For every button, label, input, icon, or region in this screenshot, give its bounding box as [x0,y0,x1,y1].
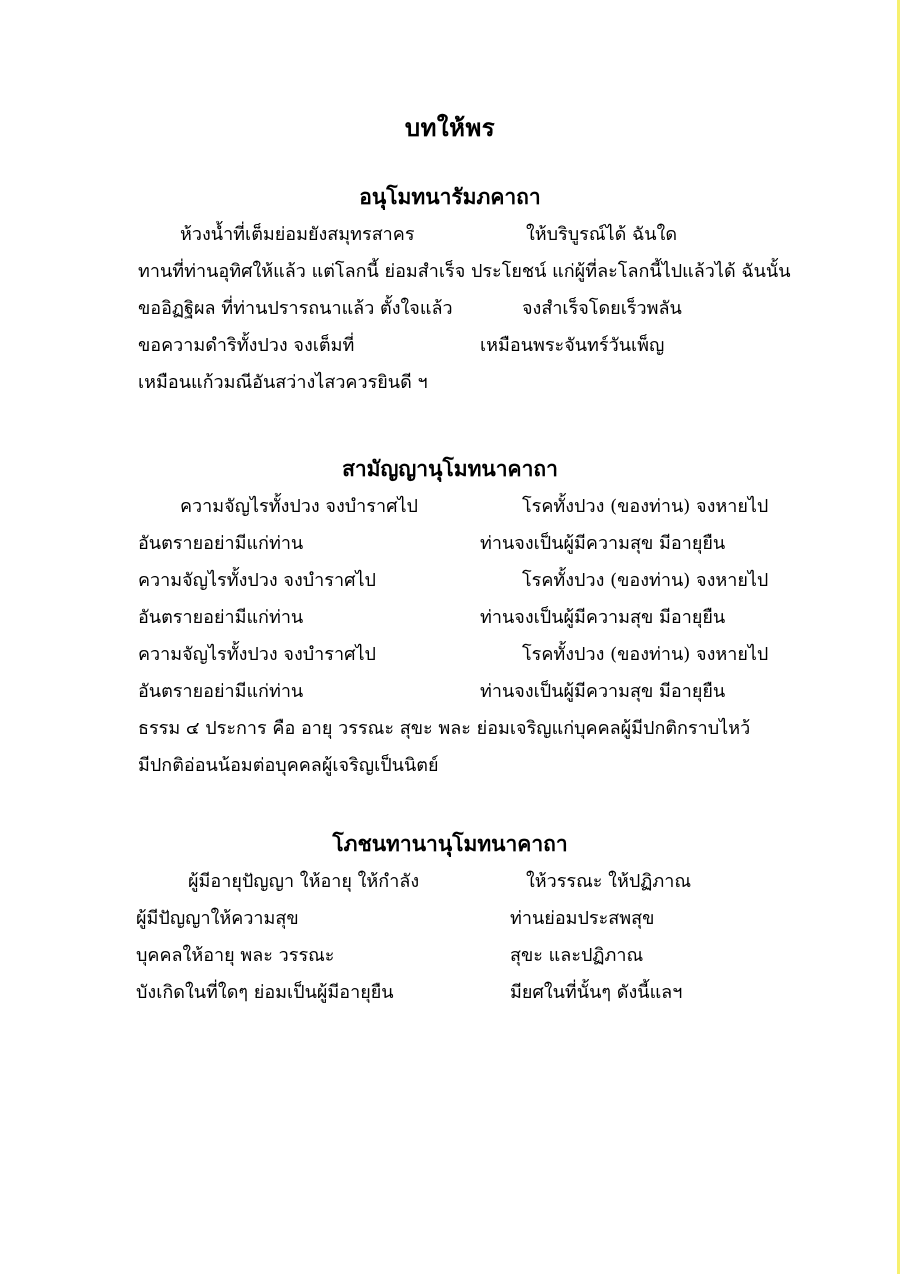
verse-first-half: ขอความดำริทั้งปวง จงเต็มที่ [138,335,355,356]
verse-full-line: มีปกติอ่อนน้อมต่อบุคคลผู้เจริญเป็นนิตย์ [138,755,439,776]
verse-line [0,599,900,636]
verse-first-half: ผู้มีปัญญาให้ความสุข [136,908,299,929]
verse-first-half: ห้วงน้ำที่เต็มย่อมยังสมุทรสาคร [180,224,415,245]
verse-first-half: อันตรายอย่ามีแก่ท่าน [138,681,304,702]
section-title: สามัญญานุโมทนาคาถา [342,456,558,481]
verse-first-half: ความจัญไรทั้งปวง จงบำราศไป [138,644,376,665]
verse-line [0,327,900,364]
verse-second-half: ให้วรรณะ ให้ปฏิภาณ [526,871,692,892]
verse-first-half: อันตรายอย่ามีแก่ท่าน [138,607,304,628]
verse-first-half: ผู้มีอายุปัญญา ให้อายุ ให้กำลัง [188,871,420,892]
verse-line [0,747,900,784]
verse-second-half: มียศในที่นั้นๆ ดังนี้แลฯ [510,982,683,1003]
verse-line [0,863,900,900]
verse-second-half: จงสำเร็จโดยเร็วพลัน [522,298,682,319]
verse-first-half: ขออิฏฐิผล ที่ท่านปรารถนาแล้ว ตั้งใจแล้ว [138,298,453,319]
section-samanna-anumodana [0,452,900,784]
verse-line [0,216,900,253]
verse-line [0,525,900,562]
page-title: บทให้พร [404,113,496,142]
section-bhojana-dana-anumodana [0,827,900,1011]
verse-line [0,290,900,327]
verse-second-half: โรคทั้งปวง (ของท่าน) จงหายไป [522,496,769,517]
verse-second-half: ท่านจงเป็นผู้มีความสุข มีอายุยืน [480,681,726,702]
verse-line [0,364,900,401]
section-anumodana-rambha [0,180,900,401]
verse-line [0,636,900,673]
verse-second-half: ท่านจงเป็นผู้มีความสุข มีอายุยืน [480,533,726,554]
verse-line [0,900,900,937]
verse-second-half: ให้บริบูรณ์ได้ ฉันใด [526,224,678,245]
verse-full-line: ธรรม ๔ ประการ คือ อายุ วรรณะ สุขะ พละ ย่อมเจริญแก่บุคคลผู้มีปกติกราบไหว้ [138,718,751,739]
verse-second-half: เหมือนพระจันทร์วันเพ็ญ [480,335,665,356]
verse-full-line: ทานที่ท่านอุทิศให้แล้ว แต่โลกนี้ ย่อมสำเร็จ ประโยชน์ แก่ผู้ที่ละโลกนี้ไปแล้วได้ ฉันนั้น [138,261,791,282]
verse-first-half: อันตรายอย่ามีแก่ท่าน [138,533,304,554]
verse-line [0,710,900,747]
verse-line [0,253,900,290]
verse-second-half: โรคทั้งปวง (ของท่าน) จงหายไป [522,644,769,665]
verse-line [0,562,900,599]
verse-first-half: บังเกิดในที่ใดๆ ย่อมเป็นผู้มีอายุยืน [136,982,394,1003]
verse-second-half: ท่านจงเป็นผู้มีความสุข มีอายุยืน [480,607,726,628]
verse-full-line: เหมือนแก้วมณีอันสว่างไสวควรยินดี ฯ [138,372,428,393]
verse-second-half: ท่านย่อมประสพสุข [510,908,655,929]
section-title: โภชนทานานุโมทนาคาถา [332,831,568,856]
verse-second-half: สุขะ และปฏิภาณ [510,945,644,966]
verse-line [0,673,900,710]
verse-second-half: โรคทั้งปวง (ของท่าน) จงหายไป [522,570,769,591]
verse-line [0,488,900,525]
verse-first-half: ความจัญไรทั้งปวง จงบำราศไป [180,496,418,517]
verse-first-half: บุคคลให้อายุ พละ วรรณะ [136,945,335,966]
section-title: อนุโมทนารัมภคาถา [359,184,541,209]
verse-line [0,974,900,1011]
verse-line [0,937,900,974]
verse-first-half: ความจัญไรทั้งปวง จงบำราศไป [138,570,376,591]
